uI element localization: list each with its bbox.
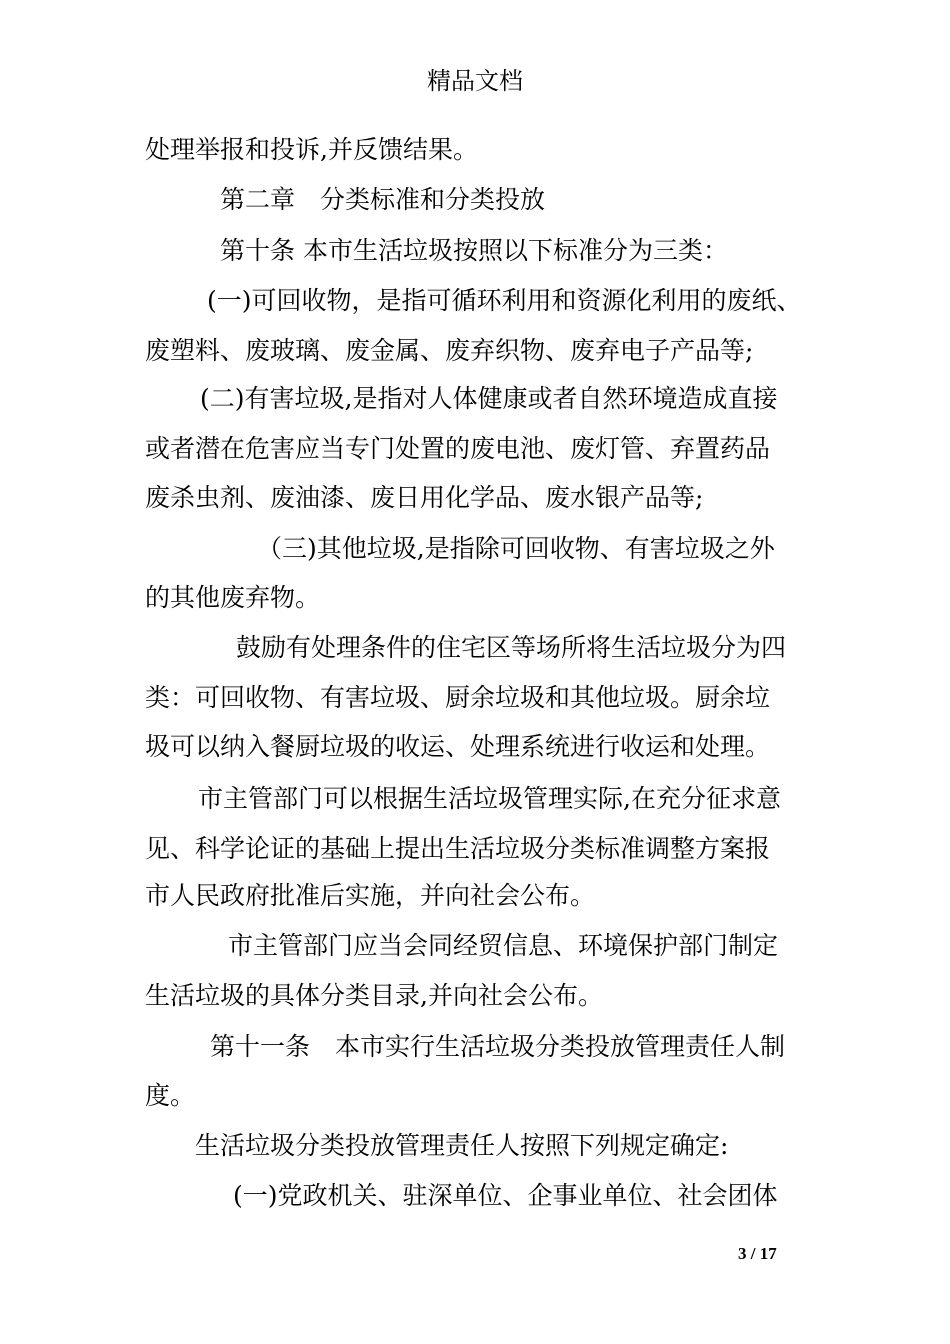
text-line: 鼓励有处理条件的住宅区等场所将生活垃圾分为四 bbox=[236, 633, 787, 662]
document-header: 精品文档 bbox=[427, 67, 523, 95]
article-heading: 第十条 本市生活垃圾按照以下标准分为三类： bbox=[220, 236, 728, 265]
text-line: 的其他废弃物。 bbox=[145, 583, 321, 612]
text-line: （三)其他垃圾,是指除可回收物、有害垃圾之外 bbox=[257, 534, 775, 563]
page-number: 3 / 17 bbox=[738, 1244, 777, 1263]
text-line: 市人民政府批准后实施，并向社会公布。 bbox=[145, 881, 596, 910]
text-line: 废塑料、废玻璃、废金属、废弃织物、废弃电子产品等; bbox=[145, 336, 754, 365]
text-line: 市主管部门应当会同经贸信息、环境保护部门制定 bbox=[228, 931, 779, 960]
text-line: 或者潜在危害应当专门处置的废电池、废灯管、弃置药品 bbox=[145, 434, 771, 463]
text-line: 见、科学论证的基础上提出生活垃圾分类标准调整方案报 bbox=[145, 834, 771, 863]
article-heading: 第十一条 本市实行生活垃圾分类投放管理责任人制 bbox=[210, 1032, 786, 1061]
text-line: 类：可回收物、有害垃圾、厨余垃圾和其他垃圾。厨余垃 bbox=[145, 683, 771, 712]
text-line: (一)党政机关、驻深单位、企事业单位、社会团体 bbox=[233, 1181, 778, 1210]
text-line: 市主管部门可以根据生活垃圾管理实际,在充分征求意 bbox=[198, 784, 781, 813]
text-line: 圾可以纳入餐厨垃圾的收运、处理系统进行收运和处理。 bbox=[145, 732, 771, 761]
text-line: 生活垃圾分类投放管理责任人按照下列规定确定: bbox=[195, 1131, 729, 1160]
text-line: 废杀虫剂、废油漆、废日用化学品、废水银产品等; bbox=[145, 483, 704, 512]
text-line: (二)有害垃圾,是指对人体健康或者自然环境造成直接 bbox=[200, 384, 778, 413]
text-line: 处理举报和投诉,并反馈结果。 bbox=[145, 135, 478, 164]
text-line: 度。 bbox=[145, 1081, 196, 1110]
text-line: 生活垃圾的具体分类目录,并向社会公布。 bbox=[145, 981, 603, 1010]
text-line: (一)可回收物，是指可循环利用和资源化利用的废纸、 bbox=[207, 286, 802, 315]
chapter-title: 第二章 分类标准和分类投放 bbox=[220, 185, 546, 214]
